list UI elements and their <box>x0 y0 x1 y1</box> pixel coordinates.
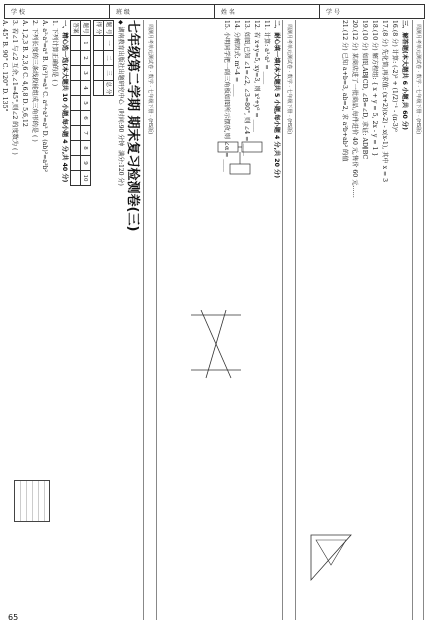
question-item: 2. 下列长度的三条线段能组成三角形的是 ( ) <box>31 20 38 142</box>
question-options: A. a²·a³=a⁶ B. (a²)³=a⁵ C. a⁶÷a²=a³ D. (ab)²=a²b² <box>41 20 48 173</box>
problem-item: 20.(12 分) 某商店进了一批商品,每件进价 40 元,售价 60 元…… <box>351 20 358 198</box>
score-table-row-2: 得 分 <box>94 21 104 96</box>
id-field[interactable] <box>320 5 424 18</box>
school-label: 学 校 <box>11 9 25 16</box>
margin-stripe-middle <box>282 20 296 620</box>
section-1-title: 一、精心选一选(本大题共 10 小题,每小题 4 分,共 40 分) <box>61 20 68 183</box>
section-3-title: 三、解答题(本大题共 6 小题,共 60 分) <box>401 20 408 130</box>
exam-meta <box>116 20 124 610</box>
angle-figure <box>186 310 246 380</box>
question-item: 3. 若∠1 与∠2 互余,∠1=45°,则∠2 的度数为 ( ) <box>11 20 18 155</box>
class-field[interactable] <box>110 5 215 18</box>
fill-item: 12. 若 x+y=5, xy=3, 则 x²+y² = ____ <box>253 20 260 133</box>
problem-item: 18.(10 分) 解方程组: { x + y = 5, 2x - y = 1 } <box>371 20 378 157</box>
answer-table-numbers: 题号 1 2 3 4 5 6 7 8 9 10 <box>81 21 91 186</box>
fill-item: 13. 如图,已知 ∠1=∠2, ∠3=80°, 则 ∠4 = ____ <box>243 20 250 156</box>
stripe-text-left: 周测月考单元测试卷 · 数学 · 七年级下册 · (HS版) <box>147 24 153 135</box>
column-3 <box>296 20 410 620</box>
page-number: 65 <box>8 613 19 622</box>
problem-item: 17.(8 分) 先化简,再求值: (x+2)(x-2) - x(x-1), 其中 x = 3 <box>381 20 388 183</box>
class-label: 班 级 <box>116 9 130 16</box>
margin-stripe-right <box>412 20 424 620</box>
column-2 <box>156 20 282 620</box>
school-field[interactable] <box>5 5 110 18</box>
student-info-bar <box>4 4 425 19</box>
score-text: 满分:120 分) <box>117 150 124 186</box>
column-1 <box>0 20 142 620</box>
fill-item: 15. 小明同学把一副三角板如图所示摆放,则 ∠α = ____ <box>223 20 230 172</box>
stripe-text-right: 周测月考单元测试卷 · 数学 · 七年级下册 · (HS版) <box>415 24 421 135</box>
publisher-text: ◆ 湖南教育出版社出题研究中心 <box>117 20 124 105</box>
answer-table <box>70 20 91 186</box>
time-text: (时间:90 分钟 <box>117 108 124 147</box>
question-item: 1. 下列计算正确的是 ( ) <box>51 20 58 87</box>
problem-item: 16.(8 分) 计算: (-2)² + (1/2)⁻¹ - (π-3)⁰ <box>391 20 398 132</box>
section-2-title: 二、耐心填一填(本大题共 5 小题,每小题 4 分,共 20 分) <box>273 20 280 179</box>
question-options: A. 45° B. 90° C. 120° D. 135° <box>1 20 8 112</box>
question-options: A. 1,2,3 B. 2,3,6 C. 4,6,8 D. 5,6,12 <box>21 20 28 127</box>
figure-grid <box>14 480 50 522</box>
stripe-text-middle: 周测月考单元测试卷 · 数学 · 七年级下册 · (HS版) <box>286 24 292 135</box>
name-label: 姓 名 <box>221 9 235 16</box>
id-label: 学 号 <box>326 9 340 16</box>
score-table-row-1: 题 号 一 二 三 总 分 <box>105 21 112 95</box>
flowchart-figure <box>216 140 266 180</box>
answer-table-answers: 答案 <box>71 21 81 186</box>
problem-item: 21.(12 分) 已知 a+b=3, ab=2, 求 a²b+ab² 的值 <box>341 20 348 162</box>
margin-stripe-left <box>143 20 157 620</box>
triangle-figure <box>306 530 356 585</box>
fill-item: 14. 分解因式: m²-4 = ____ <box>233 20 240 97</box>
fill-item: 11. 计算: a³·a² = ____ <box>263 20 270 85</box>
name-field[interactable] <box>215 5 320 18</box>
column-3-text <box>338 20 408 610</box>
problem-item: 19.(10 分) 如图,AB∥CD, ∠B=∠D, 求证: AD∥BC <box>361 20 368 160</box>
score-table <box>93 20 114 96</box>
exam-title: 七年级第二学期 期末复习检测卷(三) <box>125 20 140 232</box>
